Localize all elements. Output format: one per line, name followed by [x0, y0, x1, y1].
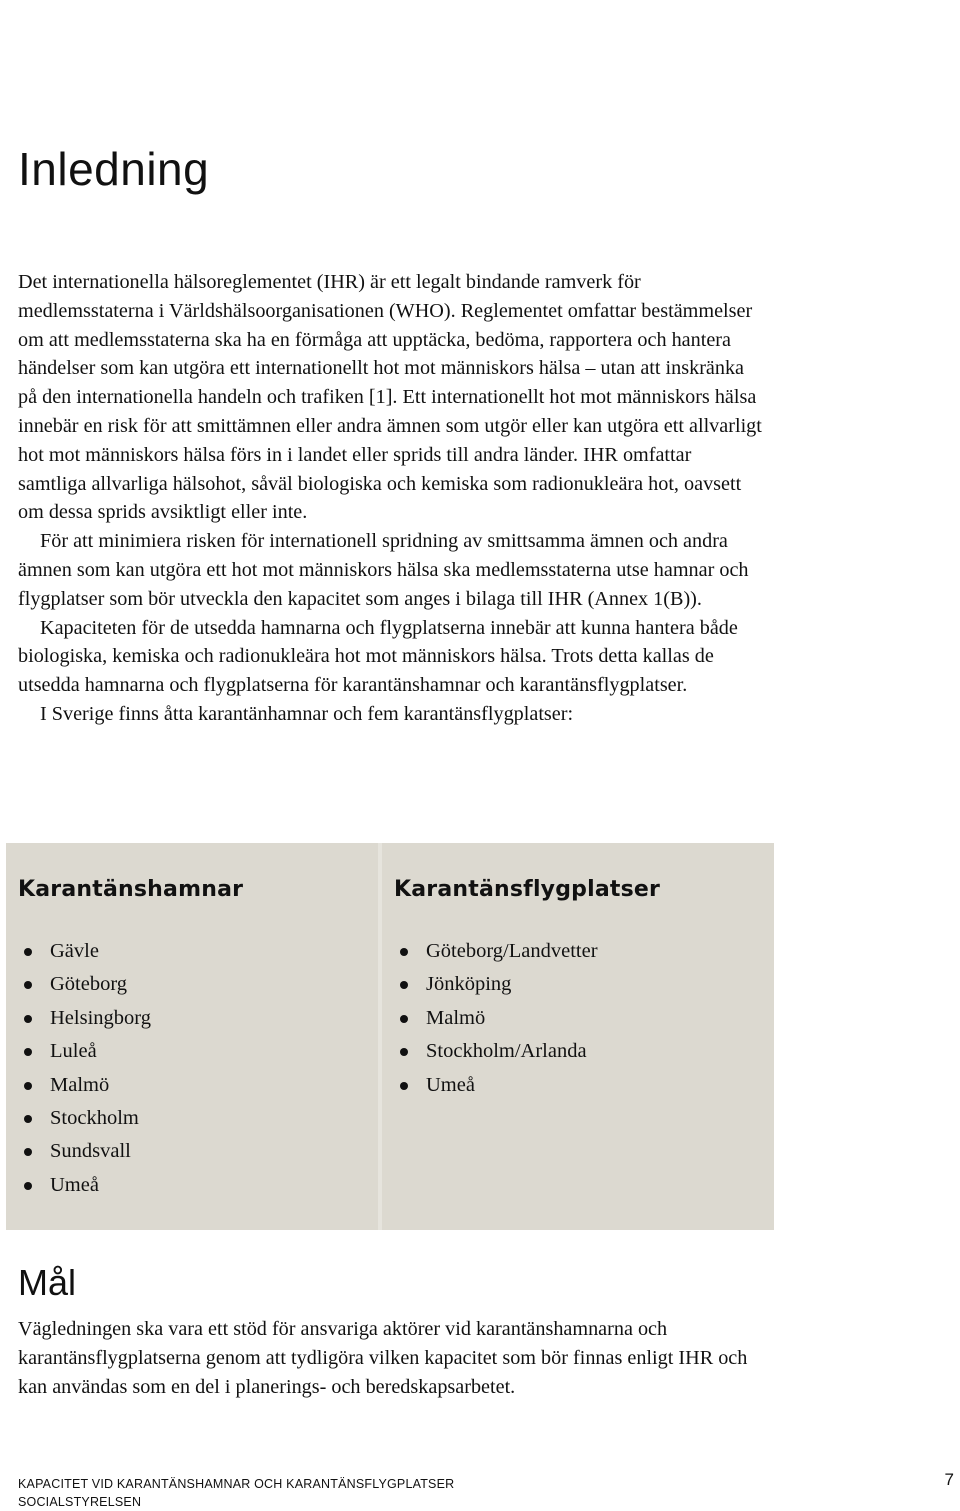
- list-item-label: Malmö: [426, 1006, 486, 1029]
- bullet-icon: [24, 1115, 32, 1123]
- airports-list: [382, 935, 598, 1102]
- bullet-icon: [24, 1048, 32, 1056]
- airports-column-title: Karantänsflygplatser: [394, 877, 661, 902]
- list-item-label: Jönköping: [426, 973, 512, 996]
- section-title-goal: Mål: [18, 1262, 77, 1303]
- bullet-icon: [400, 1015, 408, 1023]
- intro-paragraph-1: [18, 268, 762, 527]
- list-item: [6, 1069, 151, 1102]
- footer-document-title: KAPACITET VID KARANTÄNSHAMNAR OCH KARANTÄNSFLYGPLATSER: [18, 1477, 455, 1491]
- list-item: [382, 935, 598, 968]
- list-item: [6, 1002, 151, 1035]
- list-item-label: Malmö: [50, 1073, 110, 1096]
- list-item: [6, 1135, 151, 1168]
- list-item: [382, 1069, 598, 1102]
- bullet-icon: [24, 1148, 32, 1156]
- goal-text: Vägledningen ska vara ett stöd för ansvariga aktörer vid karantänshamnarna och karantänsflygplatserna genom att tydligöra vilken kapacitet som bör finnas enligt IHR och kan användas som en del i planerings- och beredskapsarbetet.: [18, 1318, 748, 1398]
- page-title: Inledning: [18, 143, 210, 195]
- ports-list: [6, 935, 151, 1202]
- bullet-icon: [24, 948, 32, 956]
- footer-publisher: SOCIALSTYRELSEN: [18, 1495, 142, 1509]
- list-item: [6, 1102, 151, 1135]
- list-item-label: Luleå: [50, 1040, 97, 1063]
- bullet-icon: [24, 981, 32, 989]
- intro-paragraph-4: I Sverige finns åtta karantänhamnar och fem karantänsflygplatser:: [40, 702, 574, 725]
- intro-paragraph-1-part-1: Det internationella hälsoreglementet (IHR) är ett legalt bindande ramverk för medlemsstaterna i Världshälsoorganisationen (WHO). Reglementet omfattar bestämmelser om att medlemsstaterna ska ha en förmåga att upptäcka, bedöma, rapportera och hantera händelser som kan utgöra ett internationellt hot mot människors hälsa – utan att inskränka på den internationella handeln och trafiken [1].: [18, 271, 753, 409]
- list-item: [6, 1169, 151, 1202]
- list-item-label: Umeå: [426, 1073, 475, 1096]
- intro-paragraph-1-part-2: Ett internationellt hot mot människors hälsa innebär en risk för att smittämnen eller andra ämnen som utgör eller kan utgöra ett allvarligt hot mot människors hälsa förs in i landet eller sprids till andra länder. IHR omfattar samtliga allvarliga hälsohot, såväl biologiska och kemiska som radionukleära hot, oavsett om dessa sprids avsiktligt eller inte.: [18, 386, 762, 524]
- airports-column: [382, 843, 774, 1230]
- bullet-icon: [24, 1082, 32, 1090]
- bullet-icon: [400, 1082, 408, 1090]
- list-item: [6, 968, 151, 1001]
- page-number: 7: [944, 1470, 954, 1489]
- list-item-label: Helsingborg: [50, 1006, 151, 1029]
- list-item: [6, 1035, 151, 1068]
- intro-text: [18, 268, 762, 729]
- bullet-icon: [24, 1182, 32, 1190]
- list-item-label: Gävle: [50, 940, 99, 962]
- ports-column-title: Karantänshamnar: [18, 877, 244, 902]
- list-item-label: Sundsvall: [50, 1140, 131, 1163]
- intro-paragraph-3: Kapaciteten för de utsedda hamnarna och flygplatserna innebär att kunna hantera både biologiska, kemiska och radionukleära hot mot människors hälsa. Trots detta kallas de utsedda hamnarna och flygplatserna för karantänshamnar och karantänsflygplatser.: [18, 616, 738, 697]
- bullet-icon: [400, 948, 408, 956]
- list-item: [382, 968, 598, 1001]
- list-item: [6, 935, 151, 968]
- list-item-label: Umeå: [50, 1173, 99, 1196]
- bullet-icon: [400, 981, 408, 989]
- bullet-icon: [400, 1048, 408, 1056]
- list-item: [382, 1002, 598, 1035]
- list-item-label: Göteborg: [50, 973, 128, 996]
- intro-paragraph-2: För att minimiera risken för internationell spridning av smittsamma ämnen och andra ämnen som kan utgöra ett hot mot människors hälsa ska medlemsstaterna utse hamnar och flygplatser som bör utveckla den kapacitet som anges i bilaga till IHR (Annex 1(B)).: [18, 530, 749, 610]
- footer: [18, 1475, 454, 1511]
- list-item-label: Göteborg/Landvetter: [426, 940, 598, 962]
- list-item-label: Stockholm: [50, 1106, 139, 1129]
- bullet-icon: [24, 1015, 32, 1023]
- quarantine-sites-box: [6, 843, 774, 1230]
- list-item: [382, 1035, 598, 1068]
- list-item-label: Stockholm/Arlanda: [426, 1040, 587, 1063]
- ports-column: [6, 843, 378, 1230]
